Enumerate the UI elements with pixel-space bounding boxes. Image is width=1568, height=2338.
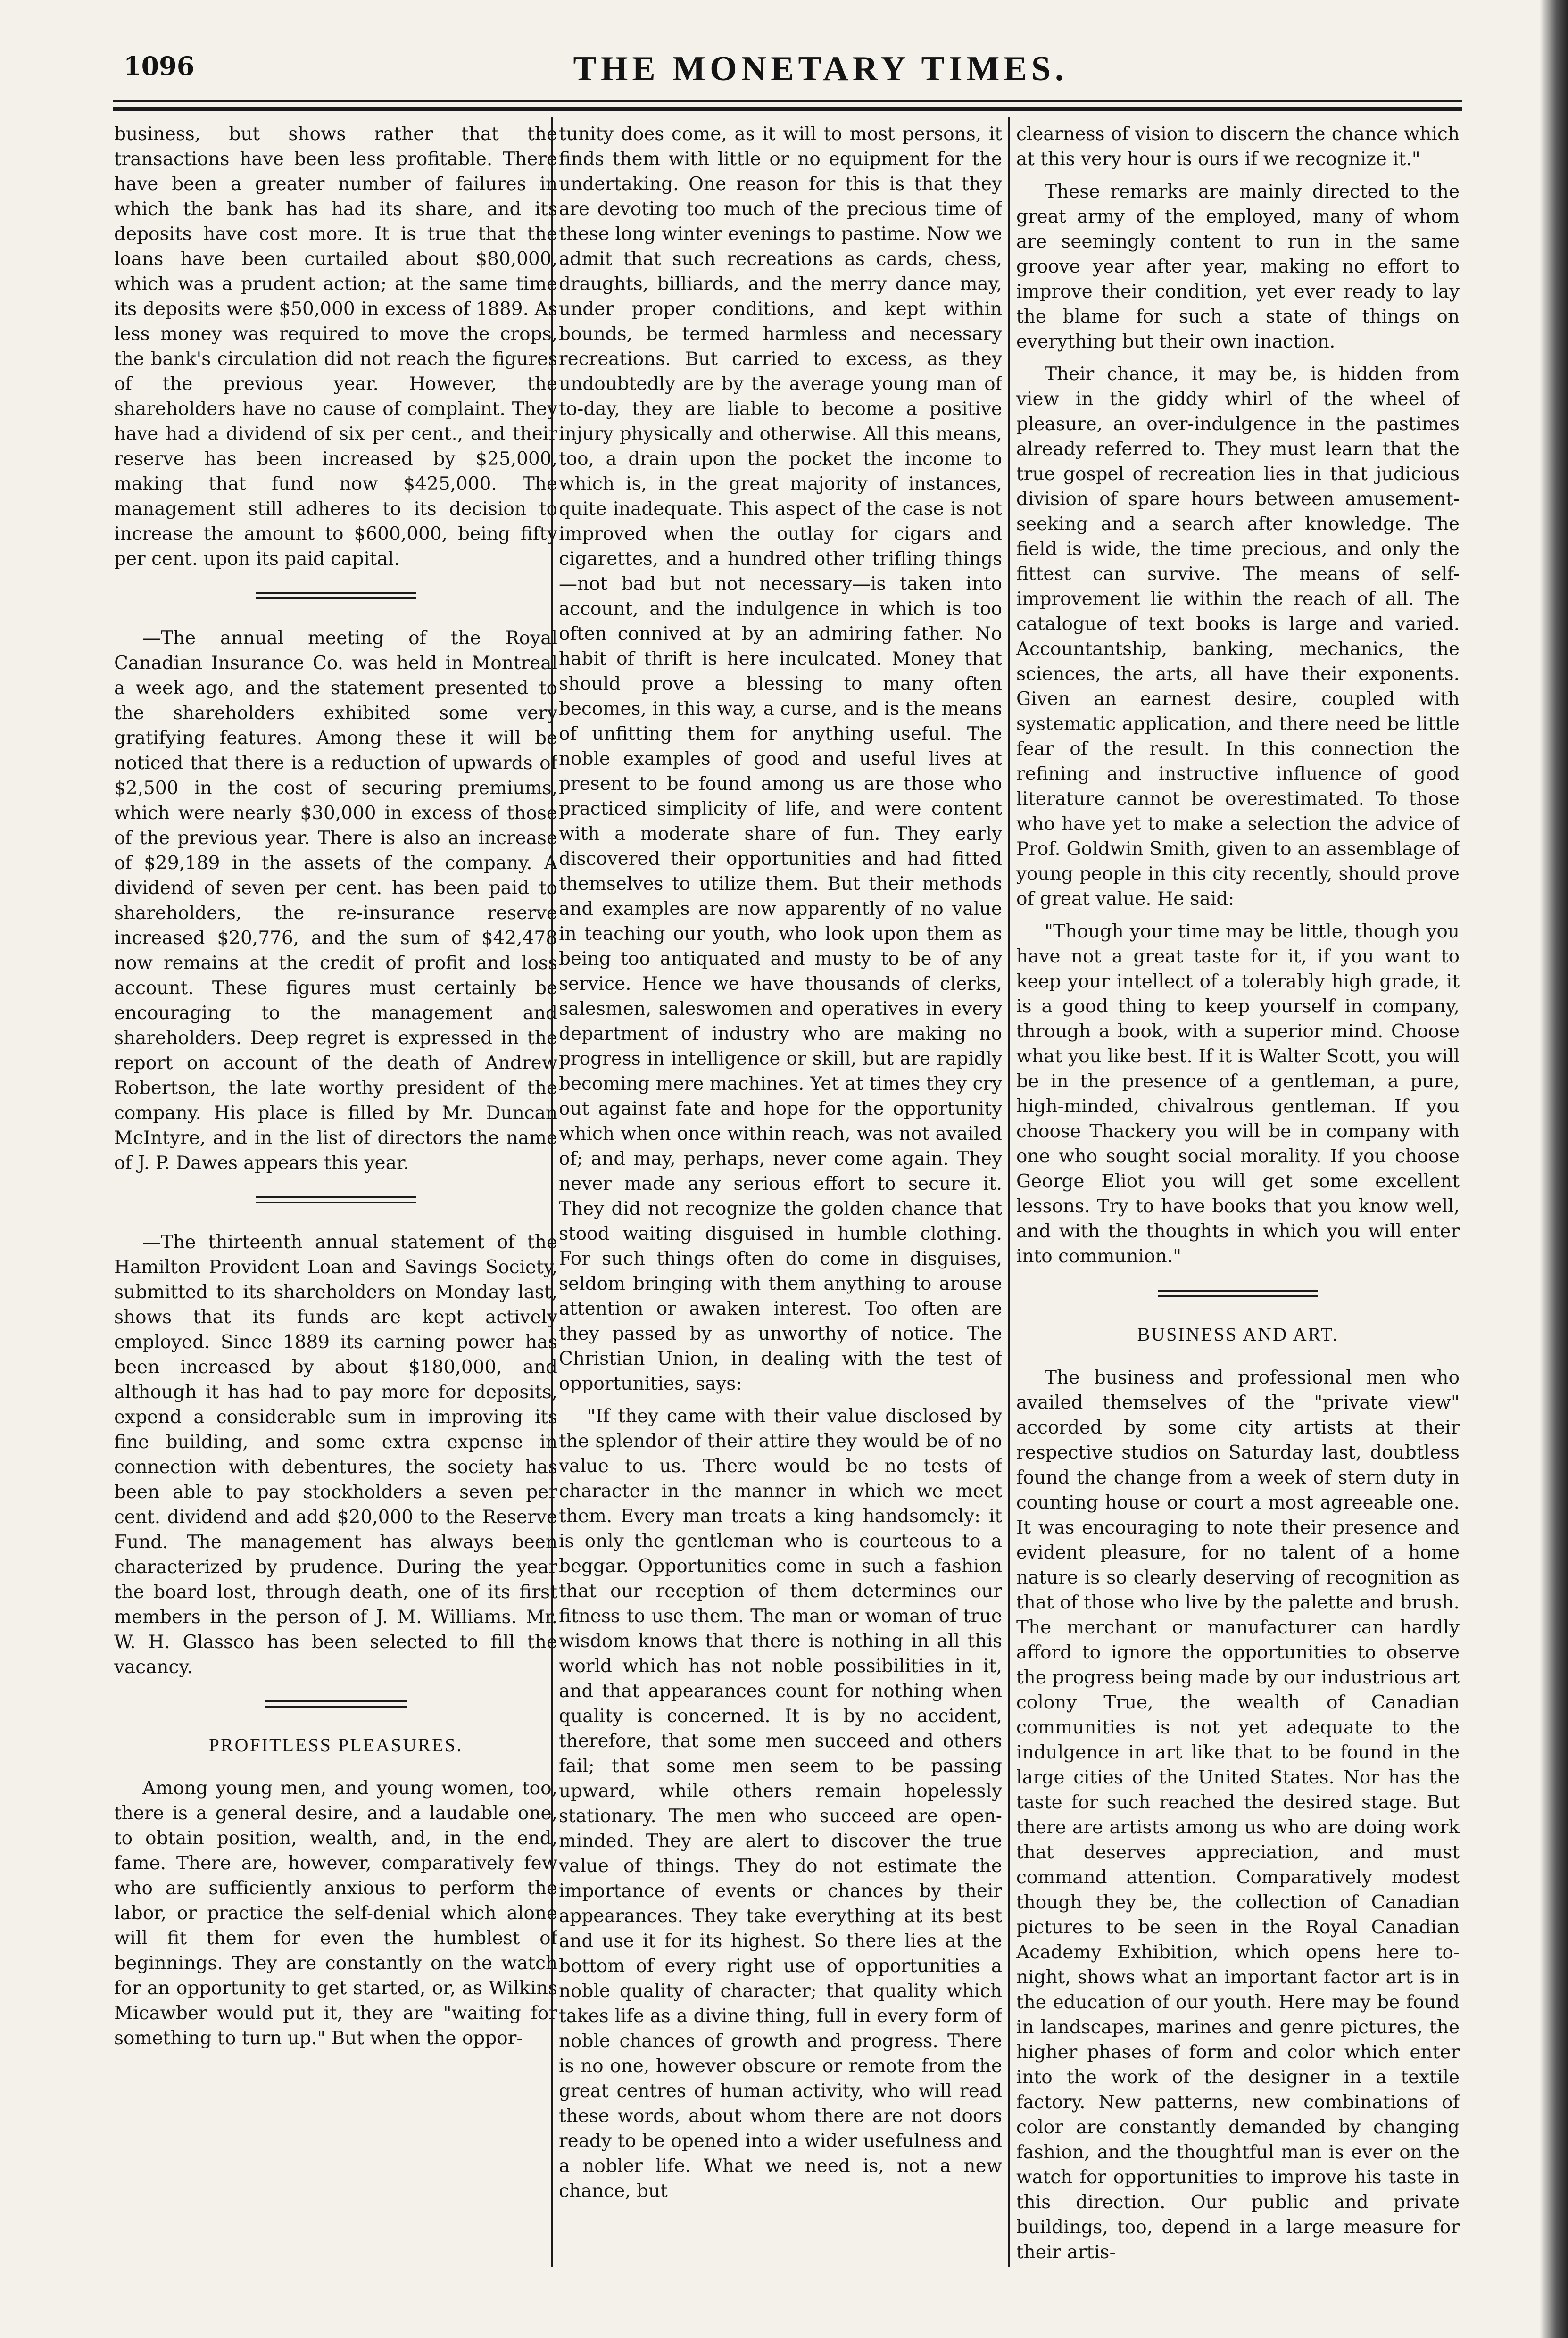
article-separator (256, 1196, 416, 1203)
header-rule-thick (113, 107, 1462, 111)
column-1 (114, 122, 557, 2291)
article-separator (1158, 1290, 1318, 1297)
quoted-paragraph: "If they came with their value disclosed by the splendor of their attire they would be of no value to us. There would be no tests of character in the manner in which we meet them. Every man treats a king handsomely: it is only the gentleman who is courteous to a beggar. Opportunities come in such a fashion that our reception of them determines our fitness to use them. The man or woman of true wisdom knows that there is nothing in all this world which has not noble possibilities in it, and that appearances count for nothing when quality is concerned. It is by no accident, therefore, that some men succeed and others fail; that some men seem to be passing upward, while others remain hopelessly stationary. The men who succeed are open-minded. They are alert to discover the true value of things. They do not estimate the importance of events or chances by their appearances. They take everything at its best and use it for its highest. So there lies at the bottom of every right use of opportunities a noble quality of character; that quality which takes life as a divine thing, full in every form of noble chances of growth and progress. There is no one, however obscure or remote from the great centres of human activity, who will read these words, about whom there are not doors ready to be opened into a wider usefulness and a nobler life. What we need is, not a new chance, but (559, 1406, 1002, 2202)
article-separator (265, 1700, 407, 1708)
article-paragraph: Their chance, it may be, is hidden from view in the giddy whirl of the wheel of pleasure, an over-indulgence in the pastimes already referred to. They must learn that the true gospel of recreation lies in that judicious division of spare hours between amusement-seeking and a search after knowledge. The field is wide, the time precious, and only the fittest can survive. The means of self-improvement lie within the reach of all. The catalogue of text books is large and varied. Accountantship, banking, mechanics, the sciences, the arts, all have their exponents. Given an earnest desire, coupled with systematic application, and there need be little fear of the result. In this connection the refining and instructive influence of good literature cannot be overestimated. To those who have yet to make a selection the advice of Prof. Goldwin Smith, given to an assemblage of young people in this city recently, should prove of great value. He said: (1016, 364, 1460, 910)
article-heading: BUSINESS AND ART. (1137, 1324, 1339, 1345)
quoted-paragraph: "Though your time may be little, though you have not a great taste for it, if you want to keep your intellect of a tolerably high grade, it is a good thing to keep yourself in company, through a book, with a superior mind. Choose what you like best. If it is Walter Scott, you will be in the presence of a gentleman, a pure, high-minded, chivalrous gentleman. If you choose Thackery you will be in company with one who sought social morality. If you choose George Eliot you will get some excellent lessons. Try to have books that you know well, and with the thoughts in which you will enter into communion." (1016, 921, 1460, 1267)
page-number: 1096 (124, 51, 195, 81)
article-paragraph: —The annual meeting of the Royal Canadian Insurance Co. was held in Montreal a week ago, and the statement presented to the shareholders exhibited some very gratifying features. Among these it will be noticed that there is a reduction of upwards of $2,500 in the cost of securing premiums, which were nearly $30,000 in excess of those of the previous year. There is also an increase of $29,189 in the assets of the company. A dividend of seven per cent. has been paid to shareholders, the re-insurance reserve increased $20,776, and the sum of $42,478 now remains at the credit of profit and loss account. These figures must certainly be encouraging to the management and shareholders. Deep regret is expressed in the report on account of the death of Andrew Robertson, the late worthy president of the company. His place is filled by Mr. Duncan McIntyre, and in the list of directors the name of J. P. Dawes appears this year. (114, 628, 557, 1174)
masthead-title: THE MONETARY TIMES. (573, 50, 1068, 88)
column-rule (1008, 117, 1010, 2267)
article-paragraph: These remarks are mainly directed to the great army of the employed, many of whom are seemingly content to run in the same groove year after year, making no effort to improve their condition, yet ever ready to lay the blame for such a state of things on everything but their own inaction. (1016, 181, 1460, 352)
article-paragraph: tunity does come, as it will to most persons, it finds them with little or no equipment for the undertaking. One reason for this is that they are devoting too much of the precious time of these long winter evenings to pastime. Now we admit that such recreations as cards, chess, draughts, billiards, and the merry dance may, under proper conditions, and kept within bounds, be termed harmless and necessary recreations. But carried to excess, as they undoubtedly are by the average young man of to-day, they are liable to become a positive injury physically and otherwise. All this means, too, a drain upon the pocket the income to which is, in the great majority of instances, quite inadequate. This aspect of the case is not improved when the outlay for cigars and cigarettes, and a hundred other trifling things—not bad but not necessary—is taken into account, and the indulgence in which is too often connived at by an admiring father. No habit of thrift is here inculcated. Money that should prove a blessing to many often becomes, in this way, a curse, and is the means of unfitting them for anything useful. The noble examples of good and useful lives at present to be found among us are those who practiced simplicity of life, and were content with a moderate share of fun. They early discovered their opportunities and had fitted themselves to utilize them. But their methods and examples are now apparently of no value in teaching our youth, who look upon them as being too antiquated and musty to be of any service. Hence we have thousands of clerks, salesmen, saleswomen and operatives in every department of industry who are making no progress in intelligence or skill, but are rapidly becoming mere machines. Yet at times they cry out against fate and hope for the opportunity which when once within reach, was not availed of; and may, perhaps, never come again. They never made any serious effort to secure it. They did not recognize the golden chance that stood waiting disguised in humble clothing. For such things often do come in disguises, seldom bringing with them anything to arouse attention or awaken interest. Too often are they passed by as unworthy of notice. The Christian Union, in dealing with the test of opportunities, says: (559, 124, 1002, 1394)
column-2 (559, 122, 1002, 2291)
article-paragraph: The business and professional men who availed themselves of the "private view" accorded by some city artists at their respective studios on Saturday last, doubtless found the change from a week of stern duty in counting house or court a most agreeable one. It was encouraging to note their presence and evident pleasure, for no talent of a home nature is so clearly deserving of recognition as that of those who live by the palette and brush. The merchant or manufacturer can hardly afford to ignore the opportunities to observe the progress being made by our industrious art colony True, the wealth of Canadian communities is not yet adequate to the indulgence in art like that to be found in the large cities of the United States. Nor has the taste for such reached the desired stage. But there are artists among us who are doing work that deserves appreciation, and must command attention. Comparatively modest though they be, the collection of Canadian pictures to be seen in the Royal Canadian Academy Exhibition, which opens here to-night, shows what an important factor art is in the education of our youth. Here may be found in landscapes, marines and genre pictures, the higher phases of form and color which enter into the work of the designer in a textile factory. New patterns, new combinations of color are constantly demanded by changing fashion, and the thoughtful man is ever on the watch for opportunities to improve his taste in this direction. Our public and private buildings, too, depend in a large measure for their artis- (1016, 1367, 1460, 2263)
header-rule (113, 100, 1462, 102)
article-paragraph: business, but shows rather that the transactions have been less profitable. There have been a greater number of failures in which the bank has had its share, and its deposits have cost more. It is true that the loans have been curtailed about $80,000, which was a prudent action; at the same time its deposits were $50,000 in excess of 1889. As less money was required to move the crops, the bank's circulation did not reach the figures of the previous year. However, the shareholders have no cause of complaint. They have had a dividend of six per cent., and their reserve has been increased by $25,000, making that fund now $425,000. The management still adheres to its decision to increase the amount to $600,000, being fifty per cent. upon its paid capital. (114, 124, 557, 570)
article-separator (256, 592, 416, 599)
article-heading: PROFITLESS PLEASURES. (208, 1734, 463, 1756)
page-edge-shadow (1540, 0, 1568, 2338)
article-paragraph: clearness of vision to discern the chance which at this very hour is ours if we recognize it." (1016, 124, 1460, 170)
article-paragraph: —The thirteenth annual statement of the Hamilton Provident Loan and Savings Society, submitted to its shareholders on Monday last, shows that its funds are kept actively employed. Since 1889 its earning power has been increased by about $180,000, and although it has had to pay more for deposits, expend a considerable sum in improving its fine building, and some extra expense in connection with debentures, the society has been able to pay stockholders a seven per cent. dividend and add $20,000 to the Reserve Fund. The management has always been characterized by prudence. During the year the board lost, through death, one of its first members in the person of J. M. Williams. Mr. W. H. Glassco has been selected to fill the vacancy. (114, 1232, 557, 1678)
column-3 (1016, 122, 1460, 2291)
article-paragraph: Among young men, and young women, too, there is a general desire, and a laudable one, to obtain position, wealth, and, in the end, fame. There are, however, comparatively few who are sufficiently anxious to perform the labor, or practice the self-denial which alone will fit them for even the humblest of beginnings. They are constantly on the watch for an opportunity to get started, or, as Wilkins Micawber would put it, they are "waiting for something to turn up." But when the oppor- (114, 1778, 557, 2049)
